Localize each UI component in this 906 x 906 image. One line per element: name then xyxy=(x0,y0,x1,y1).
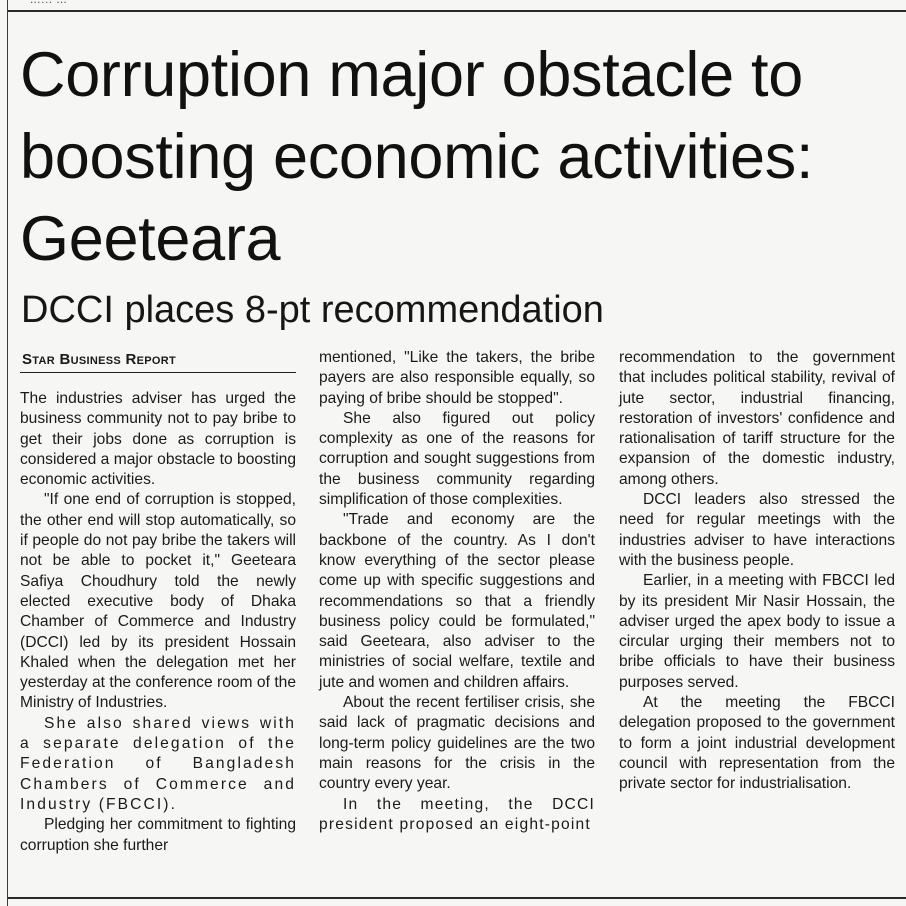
paragraph-7: About the recent fertiliser crisis, she said lack of pragmatic decisions and long-term policy guidelines are the two main reasons for the crisis in the country every year. xyxy=(319,694,595,793)
paragraph-6: "Trade and economy are the backbone of the country. As I don't know everything of the sector please come up with specific suggestions and recommendations so that a friendly business policy could be formulated," said Geeteara, also adviser to the ministries of social welfare, textile and jute and women and children affairs. xyxy=(319,511,595,691)
left-rule xyxy=(7,0,8,906)
byline: Star Business Report xyxy=(20,348,296,373)
headline: Corruption major obstacle to boosting economic activities: Geeteara xyxy=(20,40,814,274)
cut-off-top-text-line xyxy=(30,0,67,6)
paragraph-2: "If one end of corruption is stopped, the other end will stop automatically, so if people do not pay bribe the takers will not be able to pocket it," Geeteara Safiya Choudhury told the newly elected executive body of Dhaka Chamber of Commerce and Industry (DCCI) led by its president Hossain Khaled when the delegation met her yesterday at the conference room of the Ministry of Industries. xyxy=(20,491,296,712)
paragraph-10: Earlier, in a meeting with FBCCI led by its president Mir Nasir Hossain, the adviser urged the apex body to issue a circular urging their members not to bribe officials to have their business purposes served. xyxy=(619,572,895,691)
top-rule xyxy=(8,10,906,12)
paragraph-11: At the meeting the FBCCI delegation proposed to the government to form a joint industrial development council with representation from the private sector for industrialisation. xyxy=(619,694,895,793)
paragraph-8-start: In the meeting, the DCCI president proposed an eight-point xyxy=(319,795,595,833)
column-3 xyxy=(619,348,895,795)
subheadline: DCCI places 8-pt recommendation xyxy=(21,289,604,331)
paragraph-9: DCCI leaders also stressed the need for regular meetings with the industries adviser to have interactions with the business people. xyxy=(619,491,895,569)
paragraph-4-start: Pledging her commitment to fighting corruption she further xyxy=(20,816,296,854)
paragraph-5: She also figured out policy complexity as one of the reasons for corruption and sought suggestions from the business community regarding simplification of those complexities. xyxy=(319,409,595,509)
column-1 xyxy=(20,348,296,856)
paragraph-4-continued: mentioned, "Like the takers, the bribe payers are also responsible equally, so paying of bribe should be stopped". xyxy=(319,349,595,407)
column-2 xyxy=(319,348,595,835)
cut-off-top-text xyxy=(0,0,906,10)
paragraph-8-continued: recommendation to the government that includes political stability, revival of jute sector, industrial financing, restoration of investors' confidence and rationalisation of tariff structure for the expansion of the domestic industry, among others. xyxy=(619,349,895,488)
paragraph-1: The industries adviser has urged the business community not to pay bribe to get their jobs done as corruption is considered a major obstacle to boosting economic activities. xyxy=(20,390,296,489)
paragraph-3: She also shared views with a separate delegation of the Federation of Bangladesh Chambers of Commerce and Industry (FBCCI). xyxy=(20,714,296,813)
bottom-rule xyxy=(8,897,906,899)
